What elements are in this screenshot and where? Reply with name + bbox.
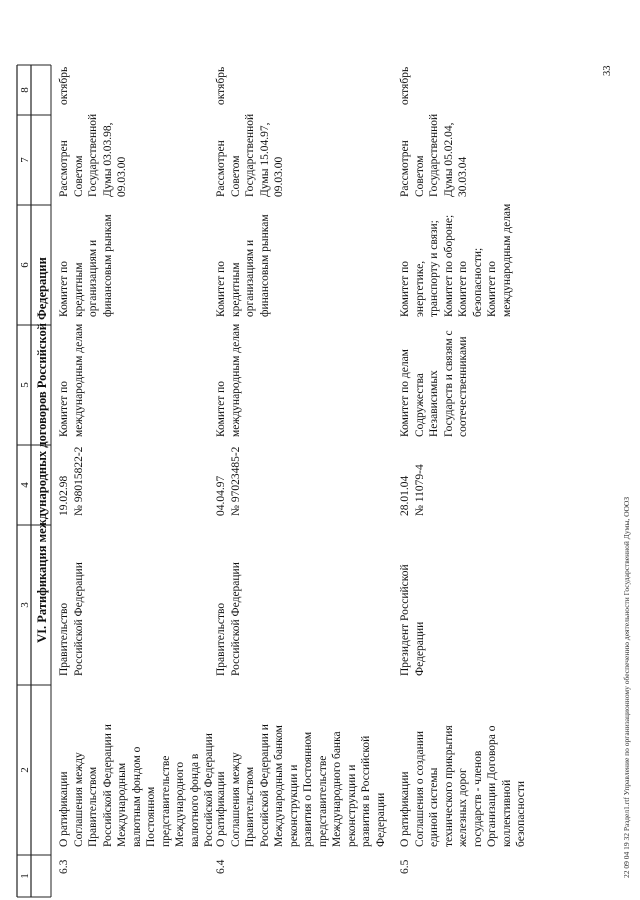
document-footer: 22 09 04 19 32 Раздел1.rtf Управление по организационному обеспечению деятельности Государственной Думы, ОООЗ [622, 496, 631, 878]
planned-month: октябрь [58, 66, 70, 105]
initiator: Президент Российской Федерации [399, 564, 426, 676]
row-number: 6.3 [58, 859, 70, 874]
section-title: VI. Ратификация международных договоров Российской Федерации [35, 257, 49, 643]
lead-committee: Комитет по международным делам [58, 323, 85, 437]
submission-date-number: 04.04.97 № 97023485-2 [215, 446, 242, 516]
initiator: Правительство Российской Федерации [215, 562, 242, 676]
council-status: Рассмотрен Советом Государственной Думы 03.03.98, 09.03.00 [58, 113, 128, 197]
submission-date-number: 28.01.04 № 11079-4 [399, 464, 426, 516]
page-number: 33 [602, 65, 613, 76]
lead-committee: Комитет по делам Содружества Независимых Государств и связям с соотечественниками [399, 330, 469, 437]
planned-month: октябрь [399, 66, 411, 105]
council-status: Рассмотрен Советом Государственной Думы 15.04.97, 09.03.00 [215, 113, 285, 197]
column-number-1: 1 [19, 873, 31, 879]
column-number-8: 8 [19, 87, 31, 93]
column-number-4: 4 [19, 482, 31, 488]
council-status: Рассмотрен Советом Государственной Думы 05.02.04, 30.03.04 [399, 113, 469, 197]
lead-committee: Комитет по международным делам [215, 323, 242, 437]
row-number: 6.4 [215, 859, 227, 874]
co-committees: Комитет по кредитным организациям и финансовым рынкам [58, 214, 114, 317]
co-committees: Комитет по кредитным организациям и финансовым рынкам [215, 214, 271, 317]
treaty-title: О ратификации Соглашения между Правительством Российской Федерации и Международным банком реконструкции и развития о Постоянном представительстве Международного банка реконструкции и развития в Российской Федерации [215, 724, 387, 847]
co-committees: Комитет по энергетике, транспорту и связи; Комитет по обороне; Комитет по безопасности; Комитет по международным делам [399, 203, 513, 317]
column-number-6: 6 [19, 262, 31, 268]
column-number-7: 7 [19, 157, 31, 163]
initiator: Правительство Российской Федерации [58, 562, 85, 676]
submission-date-number: 19.02.98 № 98015822-2 [58, 446, 85, 516]
treaty-title: О ратификации Соглашения между Правительством Российской Федерации и Международным валютным фондом о Постоянном представительстве Международного валютного фонда в Российской Федерации [58, 724, 215, 847]
planned-month: октябрь [215, 66, 227, 105]
row-number: 6.5 [399, 859, 411, 874]
treaty-title: О ратификации Соглашения о создании единой системы технического прикрытия железных дорог государств - членов Организации Договора о коллективной безопасности [399, 725, 527, 847]
column-number-3: 3 [19, 602, 31, 608]
column-number-2: 2 [19, 767, 31, 773]
column-number-5: 5 [19, 382, 31, 388]
